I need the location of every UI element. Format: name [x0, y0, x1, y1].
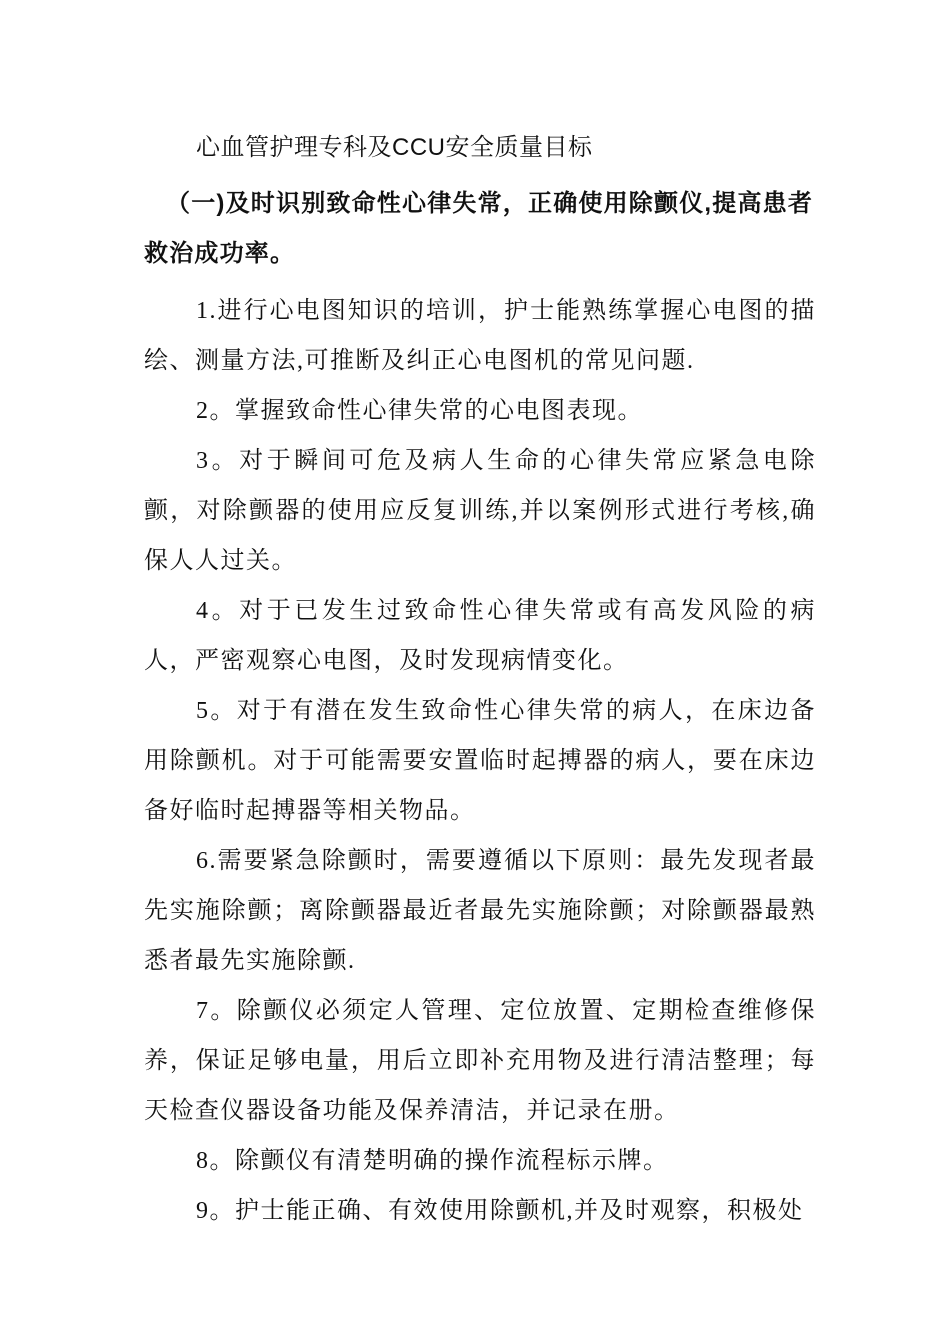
document-body — [144, 286, 816, 1236]
paragraph-7: 7。除颤仪必须定人管理、定位放置、定期检查维修保养，保证足够电量，用后立即补充用物及进行清洁整理；每天检查仪器设备功能及保养清洁，并记录在册。 — [144, 998, 816, 1124]
paragraph-4: 4。对于已发生过致命性心律失常或有高发风险的病人，严密观察心电图，及时发现病情变化。 — [144, 598, 816, 674]
paragraph-9: 9。护士能正确、有效使用除颤机,并及时观察，积极处 — [196, 1198, 804, 1224]
paragraph-5: 5。对于有潜在发生致命性心律失常的病人，在床边备用除颤机。对于可能需要安置临时起搏器的病人，要在床边备好临时起搏器等相关物品。 — [144, 698, 816, 824]
paragraph-3: 3。对于瞬间可危及病人生命的心律失常应紧急电除颤，对除颤器的使用应反复训练,并以案例形式进行考核,确保人人过关。 — [144, 448, 816, 574]
paragraph-8: 8。除颤仪有清楚明确的操作流程标示牌。 — [196, 1148, 669, 1174]
paragraph-1: 1.进行心电图知识的培训，护士能熟练掌握心电图的描绘、测量方法,可推断及纠正心电图机的常见问题. — [144, 298, 816, 374]
paragraph-6: 6.需要紧急除颤时，需要遵循以下原则：最先发现者最先实施除颤；离除颤器最近者最先实施除颤；对除颤器最熟悉者最先实施除颤. — [144, 848, 816, 974]
document-title: 心血管护理专科及CCU安全质量目标 — [196, 134, 593, 161]
section-heading: （一)及时识别致命性心律失常，正确使用除颤仪,提高患者救治成功率。 — [144, 190, 814, 267]
paragraph-2: 2。掌握致命性心律失常的心电图表现。 — [196, 398, 643, 424]
